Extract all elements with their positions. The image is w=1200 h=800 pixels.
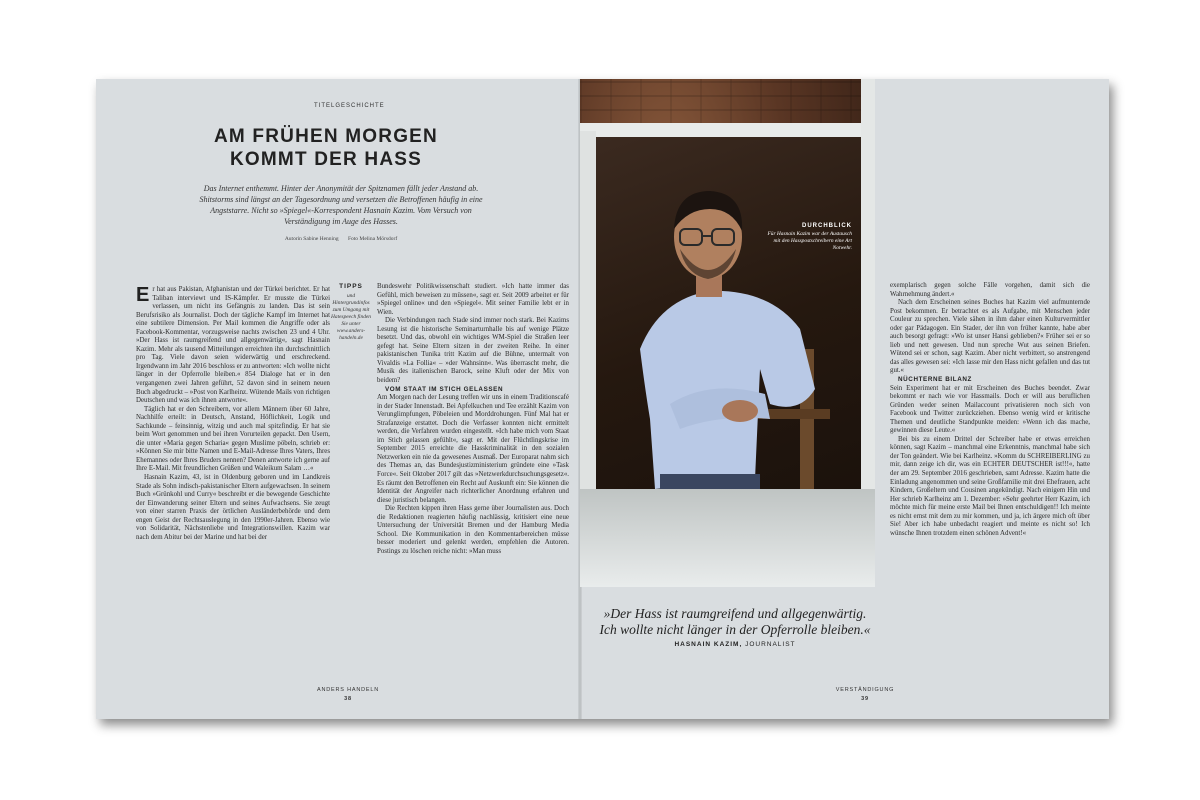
body-paragraph: Am Morgen nach der Lesung treffen wir uns in einem Traditionscafé in der Stader Innenstadt. Bei Apfelkuchen und Tee erzählt Kazim von Verunglimpfungen, Pöbeleien und Morddrohungen. Fünf Mal hat er Strafanzeige erstattet. Doch die Verfasser konnten nicht ermittelt werden, die Verfahren wurden eingestellt. »Ich habe mich vom Staat im Stich gelassen gefühlt«, sagt er. Mit der Flüchtlingskrise im September 2015 erreichte die Hasskriminalität in den sozialen Netzwerken ein nie da gewesenes Ausmaß. Der Europarat nahm sich des Themas an, das Bundesjustizministerium gründete eine »Task Force«. Seit Oktober 2017 gilt das »Netzwerkdurchsuchungsgesetz«. Es räumt den Betroffenen ein Recht auf Auskunft ein: Sie können die Identität der Angreifer nach richterlicher Anordnung erfahren und diese juristisch belangen.: [377, 394, 569, 504]
quote-author-name: HASNAIN KAZIM,: [674, 641, 743, 648]
pull-quote: [595, 606, 875, 648]
magazine-spread: [96, 79, 1109, 719]
body-column-3: [890, 282, 1090, 682]
footer-label: ANDERS HANDELN: [317, 687, 379, 693]
quote-author-role: JOURNALIST: [745, 641, 796, 648]
body-paragraph: exemplarisch gegen solche Fälle vorgehen, damit sich die Wahrnehmung ändert.«: [890, 282, 1090, 298]
caption-heading: DURCHBLICK: [802, 223, 852, 229]
right-footer: [825, 687, 905, 702]
body-paragraph: Hasnain Kazim, 43, ist in Oldenburg geboren und im Landkreis Stade als Sohn indisch-pakistanischer Eltern aufgewachsen. In seinem Buch »Grünkohl und Curry« beschreibt er die bewegende Geschichte der Einwanderung seiner Eltern und seines Aufwachsens. Sie zeugt von einer starren Praxis der örtlichen Ausländerbehörde und dem engen Geist der Rechtsauslegung in den 1990er-Jahren. Ebenso wie von Solidarität, Nächstenliebe und Integrationswillen. Kazim war nach dem Abitur bei der Marine und hat bei der: [136, 474, 330, 541]
body-column-1: [136, 286, 330, 693]
body-paragraph: [136, 286, 330, 406]
section-subhead: NÜCHTERNE BILANZ: [898, 376, 972, 384]
photo-caption: [766, 223, 852, 252]
window-frame-top: [580, 123, 875, 137]
headline-line-1: AM FRÜHEN MORGEN: [214, 126, 438, 147]
article-headline: [166, 125, 486, 171]
pull-quote-text: »Der Hass ist raumgreifend und allgegenwärtig. Ich wollte nicht länger in der Opferrolle bleiben.«: [599, 606, 871, 637]
pull-quote-author: [595, 641, 875, 648]
body-paragraph: Nach dem Erscheinen seines Buches hat Kazim viel aufmunternde Post bekommen. Er betrachtet es als Aufgabe, mit Menschen jeder Couleur zu sprechen. Viele sähen in ihm daher einen Kulturvermittler oder gar Pädagogen. Ein Stader, der ihn von früher kannte, habe aber auch besorgt gefragt: »Wo ist unser Hansi geblieben?« Früher sei er so lieb und nett gewesen. Und nun spreche Wut aus seinen Briefen. Wütend sei er schon, sagt Kazim. Aber nicht verbittert, so anstrengend das alles gewesen sei: »Ich lasse mir den Hass nicht gefallen und das tut gut.«: [890, 299, 1090, 375]
author-credit: Autorin Sabine Henning: [284, 236, 339, 242]
left-page: [96, 79, 580, 719]
body-column-2: [377, 283, 569, 693]
article-deck: Das Internet enthemmt. Hinter der Anonymität der Spitznamen fällt jeder Anstand ab. Shitstorms sind längst an der Tagesordnung und versetzen die Betroffenen häufig in eine Angststarre. Nicht so »Spiegel«-Korrespondent Hasnain Kazim. Vom Versuch von Verständigung im Auge des Hasses.: [199, 184, 483, 226]
right-page: [580, 79, 1109, 719]
footer-label: VERSTÄNDIGUNG: [835, 687, 895, 693]
body-text: r hat aus Pakistan, Afghanistan und der Türkei berichtet. Er hat Taliban interviewt und IS-Kämpfer. Er musste die Türkei verlassen, um nicht ins Gefängnis zu landen. Das ist sein Berufsrisiko als Journalist. Doch der tägliche Kampf im Internet hat eine subtilere Dimension. Per Mail kommen die Angriffe oder als Facebook-Kommentar, vorzugsweise nachts zwischen 23 und 4 Uhr. »Der Hass ist raumgreifend und allgegenwärtig«, sagt Hasnain Kazim. Mehr als tausend Mitteilungen erreichten ihn durchschnittlich pro Tag. Viele davon seien widerwärtig und erschreckend. Irgendwann im Jahr 2016 beschloss er zu antworten: »Ich wollte nicht länger in der Opferrolle bleiben.« 854 Dialoge hat er in den vergangenen zwei Jahren geführt, 52 davon sind in seinem neuen Buch abgedruckt – »Post von Karlheinz. Wütende Mails von richtigen Deutschen und was ich ihnen antworte«.: [136, 286, 330, 405]
tips-body: und Hintergrundinfos zum Umgang mit Hatespeech finden Sie unter www.anders-handeln.de: [331, 293, 371, 341]
credits: [196, 236, 486, 242]
window-ledge: [580, 489, 875, 587]
section-subhead: VOM STAAT IM STICH GELASSEN: [385, 385, 504, 393]
tips-heading: TIPPS: [339, 283, 363, 290]
section-kicker: TITELGESCHICHTE: [314, 103, 385, 109]
left-footer: [308, 687, 388, 702]
body-paragraph: Bundeswehr Politikwissenschaft studiert. »Ich hatte immer das Gefühl, mich beweisen zu müssen«, sagt er. Seit 2009 arbeitet er für »Spiegel online« und den »Spiegel«. Mit seiner Familie lebt er in Wien.: [377, 283, 569, 316]
body-paragraph: Täglich hat er den Schreibern, vor allem Männern über 60 Jahre, Nachhilfe erteilt: in Deutsch, Anstand, Höflichkeit, Logik und Sachkunde – feinsinnig, witzig und auch mal spitzfindig. Er hat sie beim Wort genommen und bei ihren Vorurteilen gepackt. Den Usern, die unter »Maria gegen Scharia« gegen Muslime pöbeln, schrieb er: »Können Sie mir bitte Namen und E-Mail-Adresse Ihres Vaters, Ihres Ehemannes oder Ihres Bruders nennen? Denen antworte ich gerne auf Ihre E-Mail. Mit freundlichen Grüßen und Waleikum Salam …«: [136, 405, 330, 473]
page-number: 39: [861, 696, 869, 702]
body-paragraph: Die Verbindungen nach Stade sind immer noch stark. Bei Kazims Lesung ist die historische Seminarturnhalle bis auf wenige Plätze besetzt. Und das, obwohl ein wichtiges WM-Spiel die Straßen leer gefegt hat. Seine Eltern sitzen in der zweiten Reihe. In einer pakistanischen Tunika tritt Kazim auf die Bühne, untermalt von Vivaldis »La Follia« – »der Wahnsinn«. Was überrascht mehr, die Musik des italienischen Barock, seine Kluft oder der Mix von beidem?: [377, 317, 569, 385]
body-paragraph: Bei bis zu einem Drittel der Schreiber habe er etwas erreichen können, sagt Kazim – manchmal eine Erkenntnis, manchmal habe sich der Ton geändert. Wie bei Karlheinz. »Komm du SCHREIBERLING zu mir, dann zeige ich dir, was ein ECHTER DEUTSCHER ist!!!«, hatte der am 29. September 2016 geschrieben, samt Adresse. Kazim hatte die Einladung angenommen und seine Großfamilie mit drei Ehefrauen, acht Kindern, Großeltern und Cousinen angekündigt. Nach einigem Hin und Her schrieb Karlheinz am 1. Dezember: »Sehr geehrter Herr Kazim, ich möchte mich für meine erste Mail bei Ihnen entschuldigen!! Ich meinte es nicht ernst mit dem zu mir kommen, und ja, ich ärgere mich oft über Sie! Aber ich habe unbedacht reagiert und meinte es nicht so! Ich wünsche Ihnen trotzdem einen schönen Advent!«: [890, 435, 1090, 537]
portrait-photo: [580, 79, 875, 587]
headline-line-2: KOMMT DER HASS: [229, 149, 423, 170]
body-paragraph: Sein Experiment hat er mit Erscheinen des Buches beendet. Zwar bekommt er nach wie vor Hassmails. Doch er will aus beruflichen Gründen weder seinen Mailaccount privatisieren noch sich von Facebook und Twitter zurückziehen. Ebenso wenig wird er kritische Themen und deutliche Standpunkte meiden: »Wenn ich das mache, gewinnen diese Leute.«: [890, 384, 1090, 435]
drop-cap: E: [136, 286, 150, 306]
body-paragraph: Die Rechten kippen ihren Hass gerne über Journalisten aus. Doch die Redaktionen reagierten häufig nachlässig, kritisiert eine neue Untersuchung der Universität Bremen und der Hamburg Media School. Die Kommunikation in den Kommentarbereichen müsse besser moderiert und gelenkt werden, empfehlen die Autoren. Postings zu löschen reiche nicht: »Man muss: [377, 505, 569, 555]
page-number: 38: [344, 696, 352, 702]
tips-box: [328, 283, 374, 342]
caption-body: Für Hasnain Kazim war der Austausch mit den Hasspostschreibern eine Art Notwehr.: [767, 231, 852, 251]
photo-credit: Foto Melina Mörsdorf: [347, 236, 398, 242]
